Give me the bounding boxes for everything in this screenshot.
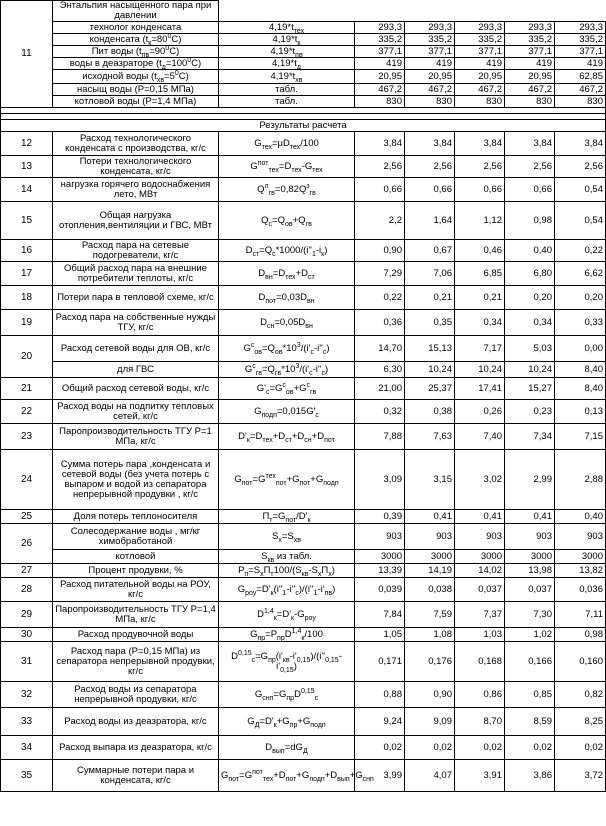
row-formula: табл. bbox=[219, 96, 355, 108]
value-cell: 7,06 bbox=[405, 262, 455, 286]
value-cell: 3000 bbox=[505, 550, 555, 564]
value-cell: 20,95 bbox=[355, 70, 405, 84]
row-formula: $4,19*t_д$ bbox=[219, 58, 355, 70]
row-label: исходной воды $(t_{хв}=5^0С)$ bbox=[53, 70, 219, 84]
table-row bbox=[1, 46, 606, 58]
table-row bbox=[1, 602, 606, 628]
value-cell: 3,84 bbox=[355, 132, 405, 156]
row-formula: $4,19*t_{тех}$ bbox=[219, 22, 355, 34]
value-cell: 3000 bbox=[455, 550, 505, 564]
value-cell: 20,95 bbox=[505, 70, 555, 84]
value-cell: 8,40 bbox=[555, 378, 606, 400]
value-cell: 419 bbox=[555, 58, 606, 70]
value-cell: 0,46 bbox=[455, 240, 505, 262]
table-row bbox=[1, 202, 606, 240]
value-cell: 4,07 bbox=[405, 760, 455, 792]
section-header-row bbox=[1, 120, 606, 132]
value-cell: 7,84 bbox=[355, 602, 405, 628]
value-cell: 0,41 bbox=[405, 510, 455, 524]
value-cell: 7,17 bbox=[455, 336, 505, 362]
row-number: 24 bbox=[1, 450, 53, 510]
value-cell: 3,09 bbox=[355, 450, 405, 510]
table-row bbox=[1, 578, 606, 602]
row-formula: $4,19*t_{хв}$ bbox=[219, 70, 355, 84]
value-cell: 0,039 bbox=[355, 578, 405, 602]
row-number: 13 bbox=[1, 156, 53, 178]
table-row bbox=[1, 240, 606, 262]
row-label: технолог конденсата bbox=[53, 22, 219, 34]
value-cell: 0,34 bbox=[455, 310, 505, 336]
value-cell: 7,63 bbox=[405, 424, 455, 450]
value-cell: 15,13 bbox=[405, 336, 455, 362]
table-row bbox=[1, 286, 606, 310]
value-cell: 1,08 bbox=[405, 628, 455, 642]
table-row bbox=[1, 58, 606, 70]
value-cell: 0,98 bbox=[505, 202, 555, 240]
table-row bbox=[1, 70, 606, 84]
value-cell: 7,59 bbox=[405, 602, 455, 628]
row-label: Общая нагрузка отопления,вентиляции и ГВС, МВт bbox=[53, 202, 219, 240]
row-label: Суммарные потери пара и конденсата, кг/с bbox=[53, 760, 219, 792]
value-cell: 8,70 bbox=[455, 708, 505, 736]
table-body bbox=[1, 1, 606, 792]
value-cell: 0,166 bbox=[505, 642, 555, 682]
value-cell: 0,41 bbox=[455, 510, 505, 524]
row-formula: $G_{роу}=D'_к(i''_1-i''_с)/(i''_1-i'_{пв})$ bbox=[219, 578, 355, 602]
row-formula: $G_{пот}=G^{тех}_{пот}+G_{пот}+G_{подп}$ bbox=[219, 450, 355, 510]
value-cell: 293,3 bbox=[505, 22, 555, 34]
table-row bbox=[1, 564, 606, 578]
row-label: Расход выпара из деазратора, кг/с bbox=[53, 736, 219, 760]
row-formula: $D_{вып}=dG_Д$ bbox=[219, 736, 355, 760]
row-label: Расход сетевой воды для ОВ, кг/с bbox=[53, 336, 219, 362]
row-label: нагрузка горячего водоснабжения лето, МВт bbox=[53, 178, 219, 202]
value-cell: 2,56 bbox=[505, 156, 555, 178]
row-formula: $4,19*t_{пв}$ bbox=[219, 46, 355, 58]
value-cell: 2,56 bbox=[405, 156, 455, 178]
row-number: 30 bbox=[1, 628, 53, 642]
value-cell: 0,40 bbox=[555, 510, 606, 524]
value-cell: 0,20 bbox=[555, 286, 606, 310]
value-cell: 3000 bbox=[555, 550, 606, 564]
value-cell: 3000 bbox=[405, 550, 455, 564]
value-cell: 0,176 bbox=[405, 642, 455, 682]
row-label: конденсата $(t_к=80^0С)$ bbox=[53, 34, 219, 46]
value-cell: 0,66 bbox=[355, 178, 405, 202]
value-cell: 1,03 bbox=[455, 628, 505, 642]
value-cell: 0,02 bbox=[505, 736, 555, 760]
row-formula: $G_{подп}=0,015G'_с$ bbox=[219, 400, 355, 424]
value-cell: 0,02 bbox=[555, 736, 606, 760]
value-cell: 7,30 bbox=[505, 602, 555, 628]
value-cell: 903 bbox=[555, 524, 606, 550]
table-row bbox=[1, 628, 606, 642]
table-row bbox=[1, 34, 606, 46]
value-cell: 10,24 bbox=[455, 362, 505, 378]
value-cell: 335,2 bbox=[505, 34, 555, 46]
value-cell: 13,39 bbox=[355, 564, 405, 578]
row-number: 29 bbox=[1, 602, 53, 628]
value-cell: 25,37 bbox=[405, 378, 455, 400]
value-cell: 0,98 bbox=[555, 628, 606, 642]
row-number: 27 bbox=[1, 564, 53, 578]
value-cell: 0,36 bbox=[355, 310, 405, 336]
value-cell: 0,038 bbox=[405, 578, 455, 602]
row-label: Потери технологического конденсата, кг/с bbox=[53, 156, 219, 178]
value-cell: 335,2 bbox=[455, 34, 505, 46]
value-cell: 0,40 bbox=[505, 240, 555, 262]
row-formula: $D^{0,15}_с=G_{пр}(i'_{кв}-i'_{0,15})/(i''_{0,15}-i'_{0,15})$ bbox=[219, 642, 355, 682]
value-cell: 10,24 bbox=[405, 362, 455, 378]
value-cell: 830 bbox=[455, 96, 505, 108]
value-cell: 377,1 bbox=[505, 46, 555, 58]
row-formula: $G^с_{ов}=Q_{ов}*10^3/(i'_с-i''_с)$ bbox=[219, 336, 355, 362]
value-cell: 0,168 bbox=[455, 642, 505, 682]
value-cell: 3,99 bbox=[355, 760, 405, 792]
table-row bbox=[1, 84, 606, 96]
empty-cell bbox=[219, 1, 606, 22]
table-row bbox=[1, 22, 606, 34]
value-cell: 0,90 bbox=[355, 240, 405, 262]
value-cell: 1,02 bbox=[505, 628, 555, 642]
table-row bbox=[1, 96, 606, 108]
value-cell: 1,64 bbox=[405, 202, 455, 240]
table-row bbox=[1, 400, 606, 424]
value-cell: 467,2 bbox=[455, 84, 505, 96]
value-cell: 0,02 bbox=[355, 736, 405, 760]
value-cell: 830 bbox=[505, 96, 555, 108]
table-row bbox=[1, 1, 606, 22]
value-cell: 419 bbox=[405, 58, 455, 70]
row-label: котловой воды (Р=1,4 МПа) bbox=[53, 96, 219, 108]
value-cell: 6,85 bbox=[455, 262, 505, 286]
value-cell: 0,54 bbox=[555, 178, 606, 202]
row-number: 25 bbox=[1, 510, 53, 524]
value-cell: 0,35 bbox=[405, 310, 455, 336]
value-cell: 0,171 bbox=[355, 642, 405, 682]
row-label: котловой bbox=[53, 550, 219, 564]
table-row bbox=[1, 708, 606, 736]
value-cell: 0,160 bbox=[555, 642, 606, 682]
value-cell: 3,84 bbox=[405, 132, 455, 156]
value-cell: 830 bbox=[555, 96, 606, 108]
row-label: Расход пара (Р=0,15 МПа) из сепаратора непрерывной продувки, кг/с bbox=[53, 642, 219, 682]
row-label: воды в деазраторе $(t_д=100^0С)$ bbox=[53, 58, 219, 70]
row-number: 16 bbox=[1, 240, 53, 262]
row-formula: $D_{ст}=Q_с*1000/(i''_1-i_к)$ bbox=[219, 240, 355, 262]
row-formula: $D_{вн}=D_{тех}+D_{ст}$ bbox=[219, 262, 355, 286]
value-cell: 0,86 bbox=[455, 682, 505, 708]
row-formula: $4,19*t_к$ bbox=[219, 34, 355, 46]
value-cell: 0,54 bbox=[555, 202, 606, 240]
value-cell: 0,23 bbox=[505, 400, 555, 424]
value-cell: 3,02 bbox=[455, 450, 505, 510]
value-cell: 2,56 bbox=[555, 156, 606, 178]
value-cell: 0,13 bbox=[555, 400, 606, 424]
row-label: Расход пара на собственные нужды ТГУ, кг/с bbox=[53, 310, 219, 336]
value-cell: 903 bbox=[355, 524, 405, 550]
value-cell: 6,30 bbox=[355, 362, 405, 378]
row-formula: $D^{1,4}_к=D'_к-G_{роу}$ bbox=[219, 602, 355, 628]
row-formula: $D'_к=D_{тех}+D_{ст}+D_{сн}+D_{пот}$ bbox=[219, 424, 355, 450]
value-cell: 293,3 bbox=[555, 22, 606, 34]
value-cell: 21,00 bbox=[355, 378, 405, 400]
value-cell: 377,1 bbox=[555, 46, 606, 58]
value-cell: 2,99 bbox=[505, 450, 555, 510]
row-label: Паропроизводительность ТГУ Р=1,4 МПа, кг/с bbox=[53, 602, 219, 628]
row-label: для ГВС bbox=[53, 362, 219, 378]
row-formula: $G_{тех}=\mu D_{тех}/100$ bbox=[219, 132, 355, 156]
row-number: 26 bbox=[1, 524, 53, 564]
value-cell: 62,85 bbox=[555, 70, 606, 84]
value-cell: 3,84 bbox=[505, 132, 555, 156]
row-formula: $П_т=G_{пот}/D'_к$ bbox=[219, 510, 355, 524]
row-label: Расход продувочной воды bbox=[53, 628, 219, 642]
value-cell: 2,56 bbox=[455, 156, 505, 178]
value-cell: 14,02 bbox=[455, 564, 505, 578]
row-label: Солесодержание воды , мг/кг химобработаной bbox=[53, 524, 219, 550]
row-formula: $S_{кв}$ из табл. bbox=[219, 550, 355, 564]
value-cell: 2,88 bbox=[555, 450, 606, 510]
value-cell: 20,95 bbox=[455, 70, 505, 84]
value-cell: 903 bbox=[405, 524, 455, 550]
row-number: 35 bbox=[1, 760, 53, 792]
row-number: 22 bbox=[1, 400, 53, 424]
value-cell: 467,2 bbox=[555, 84, 606, 96]
row-label: Общий расход пара на внешние потребители теплоты, кг/с bbox=[53, 262, 219, 286]
row-label: Расход пара на сетевые подогреватели, кг/с bbox=[53, 240, 219, 262]
value-cell: 0,32 bbox=[355, 400, 405, 424]
value-cell: 0,00 bbox=[555, 336, 606, 362]
value-cell: 335,2 bbox=[555, 34, 606, 46]
row-formula: $Q_с=Q_{ов}+Q_{гв}$ bbox=[219, 202, 355, 240]
table-row bbox=[1, 642, 606, 682]
row-number: 28 bbox=[1, 578, 53, 602]
row-formula: $G_{снп}=G_{пр}D^{0,15}_с$ bbox=[219, 682, 355, 708]
value-cell: 7,15 bbox=[555, 424, 606, 450]
value-cell: 0,88 bbox=[355, 682, 405, 708]
value-cell: 0,21 bbox=[405, 286, 455, 310]
row-number: 15 bbox=[1, 202, 53, 240]
row-number: 17 bbox=[1, 262, 53, 286]
value-cell: 3,84 bbox=[455, 132, 505, 156]
value-cell: 14,19 bbox=[405, 564, 455, 578]
value-cell: 467,2 bbox=[405, 84, 455, 96]
row-formula: $G^{пот}_{тех}=D_{тех}-G_{тех}$ bbox=[219, 156, 355, 178]
value-cell: 3,91 bbox=[455, 760, 505, 792]
value-cell: 3,86 bbox=[505, 760, 555, 792]
table-row bbox=[1, 262, 606, 286]
value-cell: 0,67 bbox=[405, 240, 455, 262]
value-cell: 335,2 bbox=[405, 34, 455, 46]
value-cell: 8,59 bbox=[505, 708, 555, 736]
row-label: Сумма потерь пара ,конденсата и сетевой воды (без учета потерь с выпаром и водой из сепаратора непрерывной продувки , кг/с bbox=[53, 450, 219, 510]
value-cell: 0,037 bbox=[455, 578, 505, 602]
value-cell: 1,05 bbox=[355, 628, 405, 642]
row-label: насыщ воды (Р=0,15 МПа) bbox=[53, 84, 219, 96]
row-label: Расход воды из сепаратора непрерывной продувки, кг/с bbox=[53, 682, 219, 708]
row-label: Паропроизводительность ТГУ Р=1 МПа, кг/с bbox=[53, 424, 219, 450]
value-cell: 3000 bbox=[355, 550, 405, 564]
row-formula: $Р_п=S_хП_т100/(S_{кв}-S_хП_х)$ bbox=[219, 564, 355, 578]
row-number: 33 bbox=[1, 708, 53, 736]
row-formula: $S_х=S_{хв}$ bbox=[219, 524, 355, 550]
row-label: Пит воды $(t_{пв}=90^0С)$ bbox=[53, 46, 219, 58]
value-cell: 830 bbox=[405, 96, 455, 108]
row-formula: $Q^л_{гв}=0,82Q^з_{гв}$ bbox=[219, 178, 355, 202]
value-cell: 377,1 bbox=[355, 46, 405, 58]
row-formula: $G_{пот}=G^{пот}_{тех}+D_{пот}+G_{подп}+D_{вып}+G_{снп}$ bbox=[219, 760, 355, 792]
table-row bbox=[1, 336, 606, 362]
row-formula: табл. bbox=[219, 84, 355, 96]
row-label: Расход воды на подпитку тепловых сетей, кг/с bbox=[53, 400, 219, 424]
value-cell: 8,25 bbox=[555, 708, 606, 736]
value-cell: 7,11 bbox=[555, 602, 606, 628]
row-number: 14 bbox=[1, 178, 53, 202]
value-cell: 8,40 bbox=[555, 362, 606, 378]
value-cell: 10,24 bbox=[505, 362, 555, 378]
row-label: Расход питательной воды на РОУ, кг/с bbox=[53, 578, 219, 602]
row-formula: $D_{сн}=0,05D_{вн}$ bbox=[219, 310, 355, 336]
table-row bbox=[1, 760, 606, 792]
value-cell: 6,62 bbox=[555, 262, 606, 286]
row-number: 19 bbox=[1, 310, 53, 336]
row-number: 21 bbox=[1, 378, 53, 400]
value-cell: 9,24 bbox=[355, 708, 405, 736]
value-cell: 0,66 bbox=[405, 178, 455, 202]
row-number: 31 bbox=[1, 642, 53, 682]
value-cell: 14,70 bbox=[355, 336, 405, 362]
value-cell: 0,036 bbox=[555, 578, 606, 602]
value-cell: 0,85 bbox=[505, 682, 555, 708]
table-row bbox=[1, 310, 606, 336]
row-label: Доля потерь теплоносителя bbox=[53, 510, 219, 524]
value-cell: 293,3 bbox=[405, 22, 455, 34]
value-cell: 0,02 bbox=[455, 736, 505, 760]
table-row bbox=[1, 424, 606, 450]
value-cell: 419 bbox=[355, 58, 405, 70]
value-cell: 20,95 bbox=[405, 70, 455, 84]
table-row bbox=[1, 510, 606, 524]
value-cell: 830 bbox=[355, 96, 405, 108]
row-number: 11 bbox=[1, 1, 53, 108]
row-formula: $G^с_{гв}=Q_{гв}*10^3/(i'_с-i''_с)$ bbox=[219, 362, 355, 378]
value-cell: 0,66 bbox=[505, 178, 555, 202]
row-label: Общий расход сетевой воды, кг/с bbox=[53, 378, 219, 400]
table-row bbox=[1, 178, 606, 202]
value-cell: 13,98 bbox=[505, 564, 555, 578]
value-cell: 0,33 bbox=[555, 310, 606, 336]
value-cell: 0,90 bbox=[405, 682, 455, 708]
value-cell: 3,84 bbox=[555, 132, 606, 156]
value-cell: 6,80 bbox=[505, 262, 555, 286]
value-cell: 3,72 bbox=[555, 760, 606, 792]
value-cell: 0,66 bbox=[455, 178, 505, 202]
table-row bbox=[1, 378, 606, 400]
row-number: 34 bbox=[1, 736, 53, 760]
value-cell: 0,20 bbox=[505, 286, 555, 310]
value-cell: 377,1 bbox=[405, 46, 455, 58]
table-row bbox=[1, 156, 606, 178]
row-label: Расход воды из деазратора, кг/с bbox=[53, 708, 219, 736]
table-row bbox=[1, 736, 606, 760]
row-formula: $G_{пр}=P_{пр}D^{1,4}_к/100$ bbox=[219, 628, 355, 642]
value-cell: 335,2 bbox=[355, 34, 405, 46]
value-cell: 0,82 bbox=[555, 682, 606, 708]
table-row bbox=[1, 682, 606, 708]
value-cell: 293,3 bbox=[455, 22, 505, 34]
row-label: Процент продувки, % bbox=[53, 564, 219, 578]
value-cell: 0,02 bbox=[405, 736, 455, 760]
table-row bbox=[1, 550, 606, 564]
row-number: 32 bbox=[1, 682, 53, 708]
table-row bbox=[1, 362, 606, 378]
row-formula: $G_Д=D'_к+G_{пр}+G_{подп}$ bbox=[219, 708, 355, 736]
value-cell: 7,29 bbox=[355, 262, 405, 286]
value-cell: 9,09 bbox=[405, 708, 455, 736]
value-cell: 0,037 bbox=[505, 578, 555, 602]
value-cell: 5,03 bbox=[505, 336, 555, 362]
row-label: Потери пара в тепловой схеме, кг/с bbox=[53, 286, 219, 310]
value-cell: 467,2 bbox=[505, 84, 555, 96]
value-cell: 0,34 bbox=[505, 310, 555, 336]
value-cell: 7,37 bbox=[455, 602, 505, 628]
value-cell: 13,82 bbox=[555, 564, 606, 578]
table-row bbox=[1, 524, 606, 550]
section-title: Результаты расчета bbox=[1, 120, 606, 132]
value-cell: 0,21 bbox=[455, 286, 505, 310]
value-cell: 2,2 bbox=[355, 202, 405, 240]
value-cell: 7,88 bbox=[355, 424, 405, 450]
value-cell: 15,27 bbox=[505, 378, 555, 400]
value-cell: 467,2 bbox=[355, 84, 405, 96]
value-cell: 0,26 bbox=[455, 400, 505, 424]
table-row bbox=[1, 132, 606, 156]
value-cell: 377,1 bbox=[455, 46, 505, 58]
value-cell: 903 bbox=[455, 524, 505, 550]
value-cell: 17,41 bbox=[455, 378, 505, 400]
row-number: 20 bbox=[1, 336, 53, 378]
value-cell: 1,12 bbox=[455, 202, 505, 240]
row-number: 12 bbox=[1, 132, 53, 156]
value-cell: 2,56 bbox=[355, 156, 405, 178]
value-cell: 0,41 bbox=[505, 510, 555, 524]
value-cell: 419 bbox=[505, 58, 555, 70]
value-cell: 419 bbox=[455, 58, 505, 70]
row-number: 18 bbox=[1, 286, 53, 310]
value-cell: 903 bbox=[505, 524, 555, 550]
value-cell: 0,38 bbox=[405, 400, 455, 424]
row-formula: $G'_с=G^с_{ов}+G^с_{гв}$ bbox=[219, 378, 355, 400]
value-cell: 0,22 bbox=[355, 286, 405, 310]
value-cell: 7,34 bbox=[505, 424, 555, 450]
row-label: Энтальпия насыщенного пара при давлении bbox=[53, 1, 219, 22]
value-cell: 0,22 bbox=[555, 240, 606, 262]
value-cell: 0,39 bbox=[355, 510, 405, 524]
row-formula: $D_{пот}=0,03D_{вн}$ bbox=[219, 286, 355, 310]
value-cell: 3,15 bbox=[405, 450, 455, 510]
value-cell: 293,3 bbox=[355, 22, 405, 34]
value-cell: 7,40 bbox=[455, 424, 505, 450]
table-row bbox=[1, 450, 606, 510]
row-number: 23 bbox=[1, 424, 53, 450]
row-label: Расход технологического конденсата с производства, кг/с bbox=[53, 132, 219, 156]
